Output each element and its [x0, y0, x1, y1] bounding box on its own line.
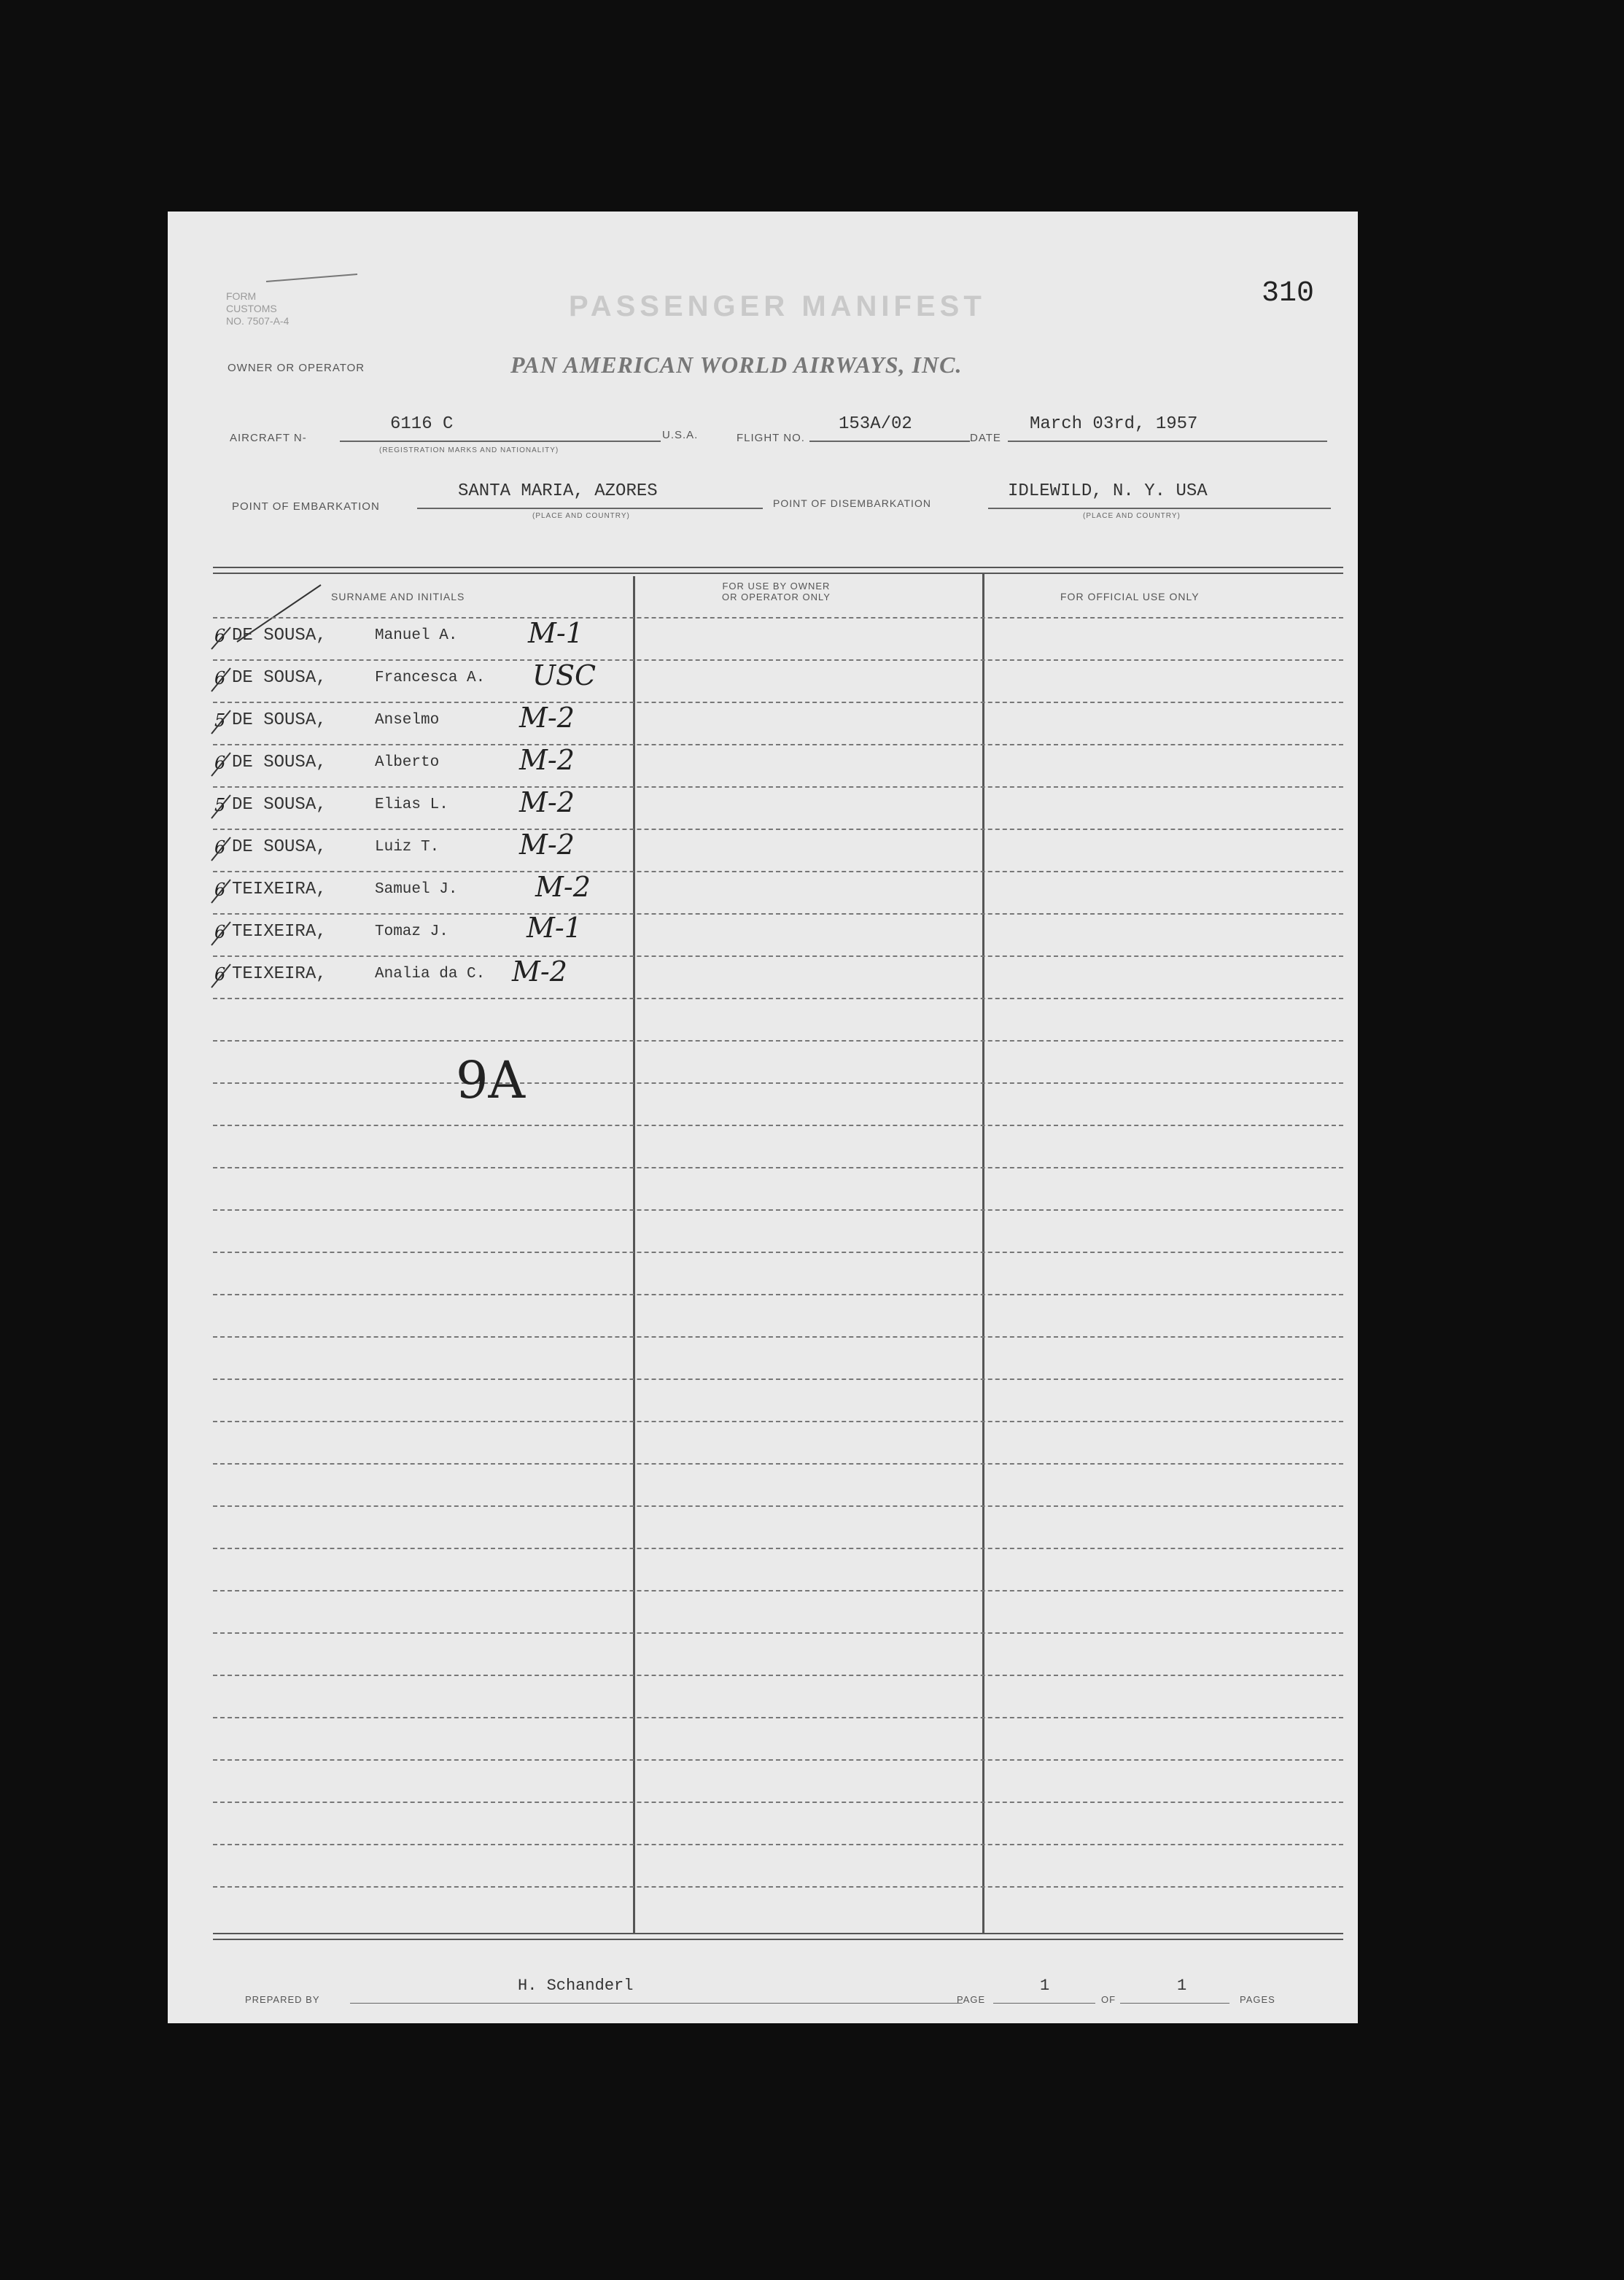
column-separator-1: [633, 576, 635, 1933]
of-label: OF: [1101, 1994, 1116, 2005]
status-note: M-2: [519, 786, 575, 818]
table-top-rule: [213, 567, 1343, 574]
passenger-given-names: Francesca A.: [375, 670, 486, 686]
total-count-note: 9A: [456, 1050, 526, 1110]
date-label: DATE: [970, 432, 1001, 444]
disembarkation-label: POINT OF DISEMBARKATION: [773, 497, 931, 509]
passenger-surname: TEIXEIRA,: [232, 880, 327, 899]
passenger-given-names: Manuel A.: [375, 627, 458, 644]
column-header-surname: SURNAME AND INITIALS: [331, 591, 465, 602]
owner-label: OWNER OR OPERATOR: [228, 362, 365, 374]
passenger-given-names: Anselmo: [375, 712, 440, 729]
passenger-surname: DE SOUSA,: [232, 626, 327, 645]
manifest-page: [168, 212, 1358, 2023]
column-header-owner-use: FOR USE BY OWNER OR OPERATOR ONLY: [722, 581, 831, 602]
row-mark: 6: [214, 880, 226, 900]
embarkation-label: POINT OF EMBARKATION: [232, 500, 380, 513]
page-number: 310: [1262, 277, 1315, 310]
row-mark: 6: [214, 837, 226, 858]
usa-label: U.S.A.: [662, 429, 699, 441]
row-mark: 6: [214, 753, 226, 773]
of-value: 1: [1177, 1977, 1187, 1995]
pages-label: PAGES: [1240, 1994, 1275, 2005]
prepared-by-value: H. Schanderl: [518, 1977, 634, 1995]
passenger-surname: DE SOUSA,: [232, 710, 327, 730]
page-value: 1: [1040, 1977, 1050, 1995]
stray-pen-mark: [263, 260, 365, 289]
prepared-by-label: PREPARED BY: [245, 1994, 320, 2005]
status-note: M-2: [519, 829, 575, 861]
passenger-surname: DE SOUSA,: [232, 753, 327, 772]
passenger-surname: TEIXEIRA,: [232, 922, 327, 942]
status-note: USC: [532, 659, 597, 691]
passenger-surname: DE SOUSA,: [232, 668, 327, 688]
embarkation-sublabel: (PLACE AND COUNTRY): [532, 512, 630, 520]
row-mark: 6: [214, 964, 226, 985]
row-mark: 5: [214, 710, 226, 731]
status-note: M-2: [512, 955, 567, 988]
row-mark: 5: [214, 795, 226, 815]
flight-label: FLIGHT NO.: [737, 432, 805, 444]
embarkation-value: SANTA MARIA, AZORES: [458, 481, 658, 501]
passenger-given-names: Tomaz J.: [375, 923, 448, 940]
aircraft-sublabel: (REGISTRATION MARKS AND NATIONALITY): [379, 446, 559, 454]
row-mark: 6: [214, 626, 226, 646]
passenger-given-names: Elias L.: [375, 796, 448, 813]
passenger-surname: DE SOUSA,: [232, 837, 327, 857]
form-code: FORM CUSTOMS NO. 7507-A-4: [226, 290, 290, 327]
flight-value: 153A/02: [839, 414, 912, 434]
status-note: M-2: [535, 871, 591, 903]
passenger-surname: TEIXEIRA,: [232, 964, 327, 984]
row-mark: 6: [214, 922, 226, 942]
row-mark: 6: [214, 668, 226, 689]
status-note: M-2: [519, 702, 575, 734]
disembarkation-value: IDLEWILD, N. Y. USA: [1008, 481, 1208, 501]
table-bottom-rule: [213, 1933, 1343, 1940]
status-note: M-1: [528, 617, 583, 649]
disembarkation-sublabel: (PLACE AND COUNTRY): [1083, 512, 1181, 520]
owner-value: PAN AMERICAN WORLD AIRWAYS, INC.: [510, 352, 963, 378]
date-value: March 03rd, 1957: [1030, 414, 1198, 434]
aircraft-label: AIRCRAFT N-: [230, 432, 307, 444]
form-title-stamp: PASSENGER MANIFEST: [569, 290, 986, 322]
aircraft-value: 6116 C: [390, 414, 454, 434]
passenger-given-names: Analia da C.: [375, 966, 486, 982]
status-note: M-1: [527, 912, 582, 944]
page-label: PAGE: [957, 1994, 986, 2005]
passenger-surname: DE SOUSA,: [232, 795, 327, 815]
passenger-given-names: Alberto: [375, 754, 440, 771]
passenger-given-names: Luiz T.: [375, 839, 440, 856]
check-marks: [204, 620, 510, 999]
status-note: M-2: [519, 744, 575, 776]
passenger-given-names: Samuel J.: [375, 881, 458, 898]
column-header-official-use: FOR OFFICIAL USE ONLY: [1060, 591, 1200, 602]
